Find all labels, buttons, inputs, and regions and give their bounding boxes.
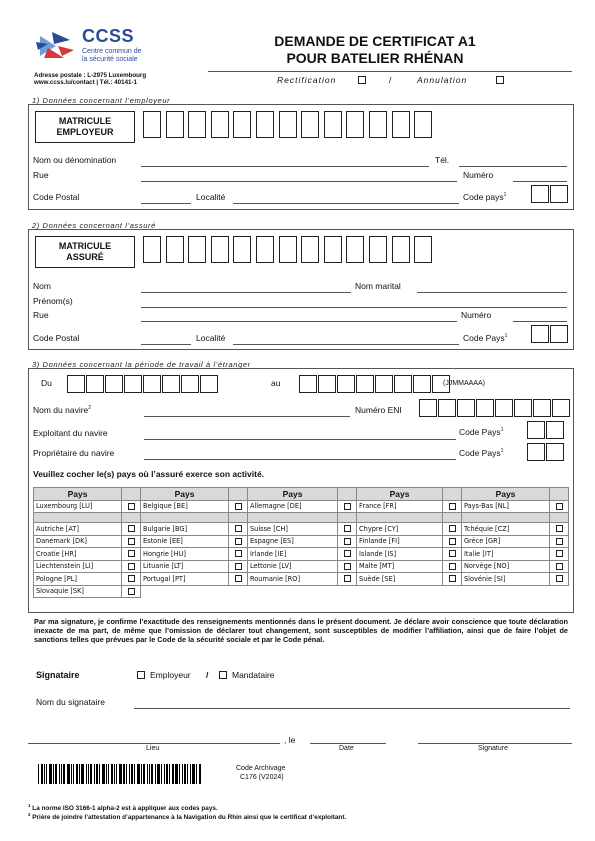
barcode-bar (149, 764, 150, 784)
country-name: Belgique [BE] (140, 500, 228, 513)
barcode-bar (53, 764, 54, 784)
owner-country-label: Code Pays$^1$ (459, 448, 504, 458)
barcode-bar (166, 764, 168, 784)
barcode-bar (190, 764, 191, 784)
barcode-bar (161, 764, 162, 784)
entry-box[interactable] (324, 111, 342, 138)
country-name: Grèce [GR] (461, 535, 549, 548)
entry-box[interactable] (188, 236, 206, 263)
country-checkbox[interactable] (556, 575, 563, 582)
insured-number-label: Numéro (461, 310, 492, 320)
barcode-bar (86, 764, 87, 784)
owner-label: Propriétaire du navire (33, 448, 115, 458)
signatory-label: Signataire (36, 670, 80, 680)
owner-field[interactable] (144, 459, 456, 460)
barcode-bar (192, 764, 195, 784)
annulation-checkbox[interactable] (496, 76, 504, 84)
barcode-bar (169, 764, 170, 784)
insured-locality-label: Localité (196, 333, 226, 343)
country-name: Slovaquie [SK] (34, 585, 122, 598)
country-checkbox[interactable] (556, 550, 563, 557)
table-row (34, 535, 569, 548)
entry-box[interactable] (181, 375, 199, 393)
entry-box[interactable] (413, 375, 431, 393)
insured-matricule-label: MATRICULE ASSURÉ (58, 241, 112, 262)
barcode-bar (119, 764, 122, 784)
operator-label: Exploitant du navire (33, 428, 108, 438)
country-checkbox[interactable] (235, 525, 242, 532)
country-checkbox[interactable] (128, 538, 135, 545)
agent-signatory-checkbox[interactable] (219, 671, 227, 679)
operator-country-box-2[interactable] (546, 421, 564, 439)
country-name: Slovénie [SI] (461, 573, 549, 586)
barcode-bar (157, 764, 160, 784)
barcode-bar (184, 764, 186, 784)
insured-firstname-label: Prénom(s) (33, 296, 73, 306)
country-checkbox[interactable] (344, 525, 351, 532)
employer-number-field[interactable] (513, 181, 567, 182)
barcode-bar (46, 764, 47, 784)
section1-title: 1) Données concernant l’employeur (32, 96, 171, 105)
entry-box[interactable] (86, 375, 104, 393)
employer-country-box-1[interactable] (531, 185, 549, 203)
barcode-bar (151, 764, 153, 784)
barcode-bar (199, 764, 201, 784)
insured-matricule-label-box (35, 236, 135, 268)
employer-name-label: Nom ou dénomination (33, 155, 117, 165)
entry-box[interactable] (211, 111, 229, 138)
employer-number-label: Numéro (463, 170, 494, 180)
employer-country-box-2[interactable] (550, 185, 568, 203)
country-checkbox[interactable] (556, 538, 563, 545)
country-name: Pays-Bas [NL] (461, 500, 549, 513)
entry-box[interactable] (369, 111, 387, 138)
entry-box[interactable] (392, 111, 410, 138)
employer-signatory-label: Employeur (150, 670, 191, 680)
barcode-bar (90, 764, 92, 784)
barcode-bar (49, 764, 52, 784)
entry-box[interactable] (514, 399, 532, 417)
barcode-bar (67, 764, 70, 784)
barcode-bar (134, 764, 135, 784)
entry-box[interactable] (369, 236, 387, 263)
eni-number-label: Numéro ENI (355, 405, 402, 415)
entry-box[interactable] (162, 375, 180, 393)
ship-name-field[interactable] (144, 416, 350, 417)
barcode-bar (88, 764, 89, 784)
insured-marital-name-label: Nom marital (355, 281, 401, 291)
barcode-bar (106, 764, 107, 784)
barcode-bar (116, 764, 117, 784)
entry-box[interactable] (476, 399, 494, 417)
barcode-bar (129, 764, 130, 784)
entry-box[interactable] (279, 111, 297, 138)
insured-street-label: Rue (33, 310, 49, 320)
country-name: Lettonie [LV] (247, 560, 337, 573)
contact-info: www.ccss.lu/contact | Tél.: 40141-1 (34, 79, 137, 86)
section1-employer (28, 104, 574, 210)
country-table (33, 487, 569, 598)
barcode-bar (155, 764, 156, 784)
table-row (34, 585, 569, 598)
barcode-bar (61, 764, 62, 784)
country-checkbox[interactable] (235, 503, 242, 510)
entry-box[interactable] (346, 111, 364, 138)
employer-locality-field[interactable] (233, 203, 459, 204)
barcode-bar (63, 764, 65, 784)
barcode-bar (182, 764, 183, 784)
employer-tel-field[interactable] (459, 166, 567, 167)
country-name: Islande [IS] (357, 548, 443, 561)
country-checkbox[interactable] (344, 503, 351, 510)
employer-signatory-checkbox[interactable] (137, 671, 145, 679)
table-spacer-row (34, 513, 569, 523)
barcode-bar (114, 764, 115, 784)
annulation-label: Annulation (417, 75, 468, 85)
date-format-hint: (JJMMAAAA) (443, 380, 485, 387)
entry-box[interactable] (299, 375, 317, 393)
country-checkbox[interactable] (344, 575, 351, 582)
country-name: Irlande [IE] (247, 548, 337, 561)
country-name: Allemagne [DE] (247, 500, 337, 513)
owner-country-box-1[interactable] (527, 443, 545, 461)
country-name: Tchéquie [CZ] (461, 523, 549, 536)
entry-box[interactable] (394, 375, 412, 393)
employer-name-field[interactable] (141, 166, 429, 167)
archive-code: C176 (V2024) (240, 774, 284, 781)
country-checkbox[interactable] (128, 525, 135, 532)
pays-header: Pays (140, 488, 228, 501)
country-name: Chypre [CY] (357, 523, 443, 536)
entry-box[interactable] (414, 236, 432, 263)
entry-box[interactable] (256, 111, 274, 138)
entry-box[interactable] (200, 375, 218, 393)
country-checkbox[interactable] (449, 538, 456, 545)
employer-street-label: Rue (33, 170, 49, 180)
country-checkbox[interactable] (235, 538, 242, 545)
footnote-1: $^1$ La norme ISO 3166-1 alpha-2 est à appliquer aux codes pays. (28, 803, 218, 813)
country-checkbox[interactable] (449, 575, 456, 582)
country-name: Pologne [PL] (34, 573, 122, 586)
country-name: Luxembourg [LU] (34, 500, 122, 513)
entry-box[interactable] (337, 375, 355, 393)
ccss-logo (34, 26, 164, 66)
country-name: Suisse [CH] (247, 523, 337, 536)
postal-address: Adresse postale : L-2975 Luxembourg (34, 72, 147, 79)
entry-box[interactable] (233, 236, 251, 263)
country-checkbox[interactable] (556, 503, 563, 510)
entry-box[interactable] (279, 236, 297, 263)
insured-street-field[interactable] (141, 321, 457, 322)
entry-box[interactable] (495, 399, 513, 417)
barcode-bar (79, 764, 80, 784)
country-name: Roumanie [RO] (247, 573, 337, 586)
table-row (34, 523, 569, 536)
section3-period (28, 368, 574, 613)
country-checkbox[interactable] (235, 575, 242, 582)
country-name: Liechtenstein [LI] (34, 560, 122, 573)
country-checkbox[interactable] (235, 550, 242, 557)
archive-label: Code Archivage (236, 765, 286, 772)
period-from-label: Du (41, 378, 52, 388)
barcode-bar (59, 764, 60, 784)
barcode-bar (81, 764, 84, 784)
country-checkbox[interactable] (235, 563, 242, 570)
entry-box[interactable] (233, 111, 251, 138)
pays-header: Pays (34, 488, 122, 501)
insured-number-field[interactable] (513, 321, 567, 322)
barcode-bar (147, 764, 148, 784)
barcode-bar (96, 764, 98, 784)
barcode-bar (76, 764, 78, 784)
title-underline (208, 71, 572, 72)
entry-box[interactable] (124, 375, 142, 393)
country-checkbox[interactable] (344, 563, 351, 570)
insured-marital-name-field[interactable] (417, 292, 567, 293)
barcode-bar (94, 764, 95, 784)
country-name: Suède [SE] (357, 573, 443, 586)
barcode-bar (196, 764, 197, 784)
entry-box[interactable] (188, 111, 206, 138)
entry-box[interactable] (419, 399, 437, 417)
country-name: Hongrie [HU] (140, 548, 228, 561)
entry-box[interactable] (392, 236, 410, 263)
barcode-bar (44, 764, 45, 784)
entry-box[interactable] (143, 375, 161, 393)
section2-title: 2) Données concernant l’assuré (32, 221, 156, 230)
entry-box[interactable] (67, 375, 85, 393)
country-checkbox[interactable] (344, 538, 351, 545)
entry-box[interactable] (105, 375, 123, 393)
entry-box[interactable] (318, 375, 336, 393)
country-checkbox[interactable] (449, 525, 456, 532)
country-name: Lituanie [LT] (140, 560, 228, 573)
country-checkbox[interactable] (449, 503, 456, 510)
barcode-bar (38, 764, 39, 784)
entry-box[interactable] (346, 236, 364, 263)
footnote-2: $^2$ Prière de joindre l’attestation d’appartenance à la Navigation du Rhin ainsi que le certificat d’exploitant. (28, 812, 347, 822)
rectification-label: Rectification (277, 75, 337, 85)
country-checkbox[interactable] (449, 563, 456, 570)
table-row (34, 560, 569, 573)
entry-box[interactable] (143, 236, 161, 263)
insured-firstname-field[interactable] (141, 307, 567, 308)
employer-postcode-field[interactable] (141, 203, 191, 204)
table-row (34, 573, 569, 586)
country-checkbox[interactable] (556, 563, 563, 570)
insured-country-code-label: Code Pays$^1$ (463, 333, 508, 343)
agent-signatory-label: Mandataire (232, 670, 275, 680)
period-to-label: au (271, 378, 281, 388)
entry-box[interactable] (533, 399, 551, 417)
country-name: Croatie [HR] (34, 548, 122, 561)
barcode-bar (55, 764, 57, 784)
country-name: Italie [IT] (461, 548, 549, 561)
barcode-bar (143, 764, 145, 784)
insured-postcode-label: Code Postal (33, 333, 80, 343)
country-checkbox[interactable] (344, 550, 351, 557)
ccss-logo-icon (34, 28, 76, 62)
signature-field[interactable] (418, 743, 572, 744)
entry-box[interactable] (552, 399, 570, 417)
pays-header: Pays (357, 488, 443, 501)
country-checkbox[interactable] (128, 575, 135, 582)
operator-country-box-1[interactable] (527, 421, 545, 439)
country-checkbox[interactable] (449, 550, 456, 557)
signatory-separator: / (206, 670, 209, 680)
barcode-bar (175, 764, 178, 784)
entry-box[interactable] (301, 236, 319, 263)
employer-matricule-label-box (35, 111, 135, 143)
entry-box[interactable] (356, 375, 374, 393)
country-name: Malte [MT] (357, 560, 443, 573)
entry-box[interactable] (256, 236, 274, 263)
barcode-bar (102, 764, 105, 784)
country-checkbox[interactable] (128, 563, 135, 570)
barcode-bar (108, 764, 109, 784)
entry-box[interactable] (375, 375, 393, 393)
employer-street-field[interactable] (141, 181, 457, 182)
pays-header: Pays (247, 488, 337, 501)
insured-country-box-1[interactable] (531, 325, 549, 343)
logo-subtitle-2: la sécurité sociale (82, 56, 138, 63)
owner-country-box-2[interactable] (546, 443, 564, 461)
pays-header: Pays (461, 488, 549, 501)
insured-country-box-2[interactable] (550, 325, 568, 343)
section3-title: 3) Données concernant la période de travail à l’étranger (32, 360, 251, 369)
employer-tel-label: Tél. (435, 155, 450, 165)
section2-insured (28, 229, 574, 350)
barcode-bar (111, 764, 113, 784)
country-checkbox[interactable] (556, 525, 563, 532)
date-field[interactable] (310, 743, 386, 744)
country-checkbox[interactable] (128, 503, 135, 510)
country-checkbox[interactable] (128, 588, 135, 595)
country-name: Estonie [EE] (140, 535, 228, 548)
entry-box[interactable] (166, 236, 184, 263)
table-row (34, 548, 569, 561)
barcode-bar (131, 764, 133, 784)
declaration-text: Par ma signature, je confirme l’exactitude des renseignements mentionnés dans le présent document. Je déclare avoir conscience que toute déclaration inexacte de ma part, de même que l’omission de déclarer tout changement, sont susceptibles de modifier l’affiliation, ainsi que de faire l’objet de sanctions telles que prévues par le Code de la sécurité sociale et par le Code pénal. (34, 617, 568, 644)
country-name: Finlande [FI] (357, 535, 443, 548)
insured-postcode-field[interactable] (141, 344, 191, 345)
employer-locality-label: Localité (196, 192, 226, 202)
entry-box[interactable] (324, 236, 342, 263)
barcode (38, 764, 202, 784)
entry-box[interactable] (301, 111, 319, 138)
entry-box[interactable] (143, 111, 161, 138)
country-name: Autriche [AT] (34, 523, 122, 536)
country-name: Portugal [PT] (140, 573, 228, 586)
ship-name-label: Nom du navire$^2$ (33, 405, 92, 415)
operator-field[interactable] (144, 439, 456, 440)
barcode-bar (187, 764, 188, 784)
table-row (34, 500, 569, 513)
entry-box[interactable] (211, 236, 229, 263)
country-name: Bulgarie [BG] (140, 523, 228, 536)
logo-text: CCSS (82, 26, 135, 46)
country-name: Espagne [ES] (247, 535, 337, 548)
country-name: France [FR] (357, 500, 443, 513)
place-caption: Lieu (146, 745, 160, 752)
country-name: Danemark [DK] (34, 535, 122, 548)
country-instruction: Veuillez cocher le(s) pays où l’assuré exerce son activité. (33, 469, 265, 479)
signatory-name-field[interactable] (134, 708, 570, 709)
barcode-bar (172, 764, 174, 784)
rectification-checkbox[interactable] (358, 76, 366, 84)
barcode-bar (126, 764, 127, 784)
entry-box[interactable] (438, 399, 456, 417)
signatory-name-label: Nom du signataire (36, 697, 105, 707)
insured-name-field[interactable] (141, 292, 351, 293)
barcode-bar (73, 764, 74, 784)
barcode-bar (99, 764, 100, 784)
operator-country-label: Code Pays$^1$ (459, 427, 504, 437)
form-title-line-2: POUR BATELIER RHÉNAN (286, 50, 464, 66)
header-separator: / (389, 75, 392, 85)
signature-caption: Signature (478, 745, 508, 752)
entry-box[interactable] (414, 111, 432, 138)
entry-box[interactable] (457, 399, 475, 417)
barcode-bar (41, 764, 43, 784)
barcode-bar (137, 764, 140, 784)
country-checkbox[interactable] (128, 550, 135, 557)
insured-name-label: Nom (33, 281, 51, 291)
place-field[interactable] (28, 743, 280, 744)
barcode-bar (141, 764, 142, 784)
barcode-bar (123, 764, 125, 784)
entry-box[interactable] (166, 111, 184, 138)
insured-locality-field[interactable] (233, 344, 459, 345)
date-comma-le: , le (284, 735, 296, 745)
barcode-bar (71, 764, 72, 784)
employer-matricule-label: MATRICULE EMPLOYEUR (56, 116, 114, 137)
form-title-line-1: DEMANDE DE CERTIFICAT A1 (274, 33, 476, 49)
logo-subtitle-1: Centre commun de (82, 48, 142, 55)
barcode-bar (179, 764, 180, 784)
employer-country-code-label: Code pays$^1$ (463, 192, 507, 202)
date-caption: Date (339, 745, 354, 752)
country-table-header (34, 488, 569, 501)
barcode-bar (164, 764, 165, 784)
country-name: Norvège [NO] (461, 560, 549, 573)
employer-postcode-label: Code Postal (33, 192, 80, 202)
